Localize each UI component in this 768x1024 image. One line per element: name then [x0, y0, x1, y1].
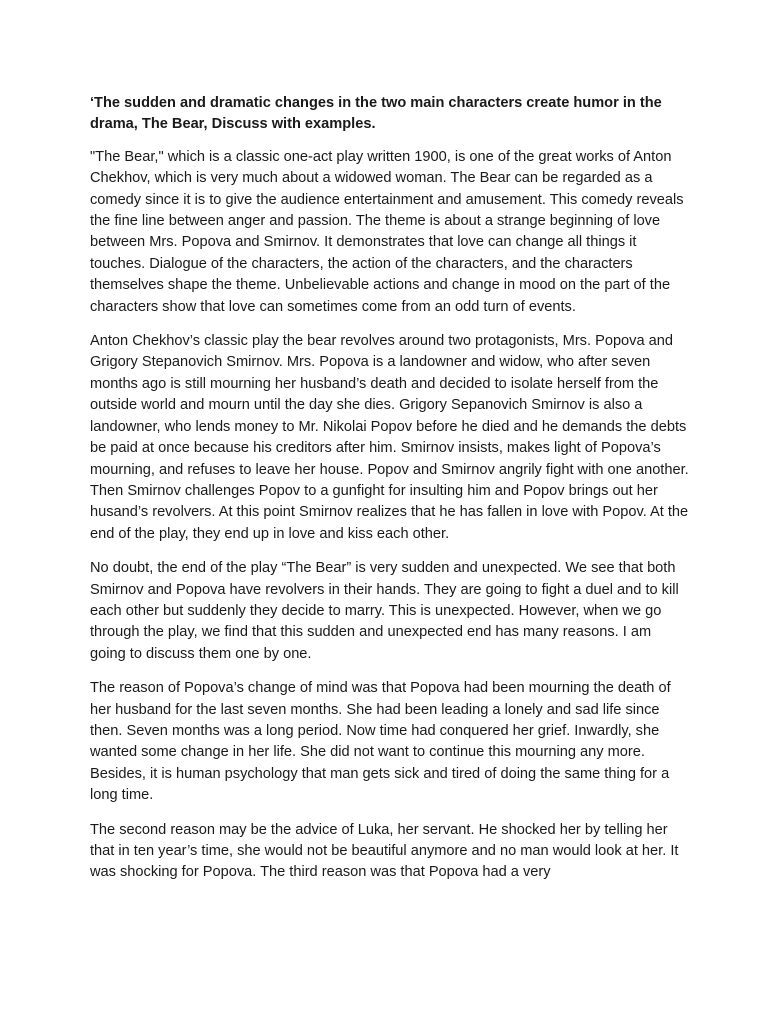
document-page [90, 93, 690, 897]
paragraph-sudden-ending: No doubt, the end of the play “The Bear” is very sudden and unexpected. We see that both Smirnov and Popova have revolvers in their hands. They are going to fight a duel and to kill each other but suddenly they decide to marry. This is unexpected. However, when we go through the play, we find that this sudden and unexpected end has many reasons. I am going to discuss them one by one. [90, 560, 679, 662]
paragraph-second-reason: The second reason may be the advice of Luka, her servant. He shocked her by telling her that in ten year’s time, she would not be beautiful anymore and no man would look at her. It was shocking for Popova. The third reason was that Popova had a very [90, 821, 679, 881]
paragraph-first-reason: The reason of Popova’s change of mind was that Popova had been mourning the death of her husband for the last seven months. She had been leading a lonely and sad life since then. Seven months was a long period. Now time had conquered her grief. Inwardly, she wanted some change in her life. She did not want to continue this mourning any more. Besides, it is human psychology that man gets sick and tired of doing the same thing for a long time. [90, 680, 671, 804]
essay-title: ‘The sudden and dramatic changes in the two main characters create humor in the drama, The Bear, Discuss with examples. [90, 95, 662, 133]
paragraph-plot-summary: Anton Chekhov’s classic play the bear revolves around two protagonists, Mrs. Popova and Grigory Stepanovich Smirnov. Mrs. Popova is a landowner and widow, who after seven months ago is still mourning her husband’s death and decided to isolate herself from the outside world and mourn until the day she dies. Grigory Sepanovich Smirnov is also a landowner, who lends money to Mr. Nikolai Popov before he died and he demands the debts be paid at once because his creditors after him. Smirnov insists, makes light of Popova’s mourning, and refuses to leave her house. Popov and Smirnov angrily fight with one another. Then Smirnov challenges Popov to a gunfight for insulting him and Popov brings out her husand’s revolvers. At this point Smirnov realizes that he has fallen in love with Popov. At the end of the play, they end up in love and kiss each other. [90, 333, 689, 542]
paragraph-introduction: "The Bear," which is a classic one-act play written 1900, is one of the great works of Anton Chekhov, which is very much about a widowed woman. The Bear can be regarded as a comedy since it is to give the audience entertainment and amusement. This comedy reveals the fine line between anger and passion. The theme is about a strange beginning of love between Mrs. Popova and Smirnov. It demonstrates that love can change all things it touches. Dialogue of the characters, the action of the characters, and the characters themselves shape the theme. Unbelievable actions and change in mood on the part of the characters show that love can sometimes come from an odd turn of events. [90, 148, 684, 315]
